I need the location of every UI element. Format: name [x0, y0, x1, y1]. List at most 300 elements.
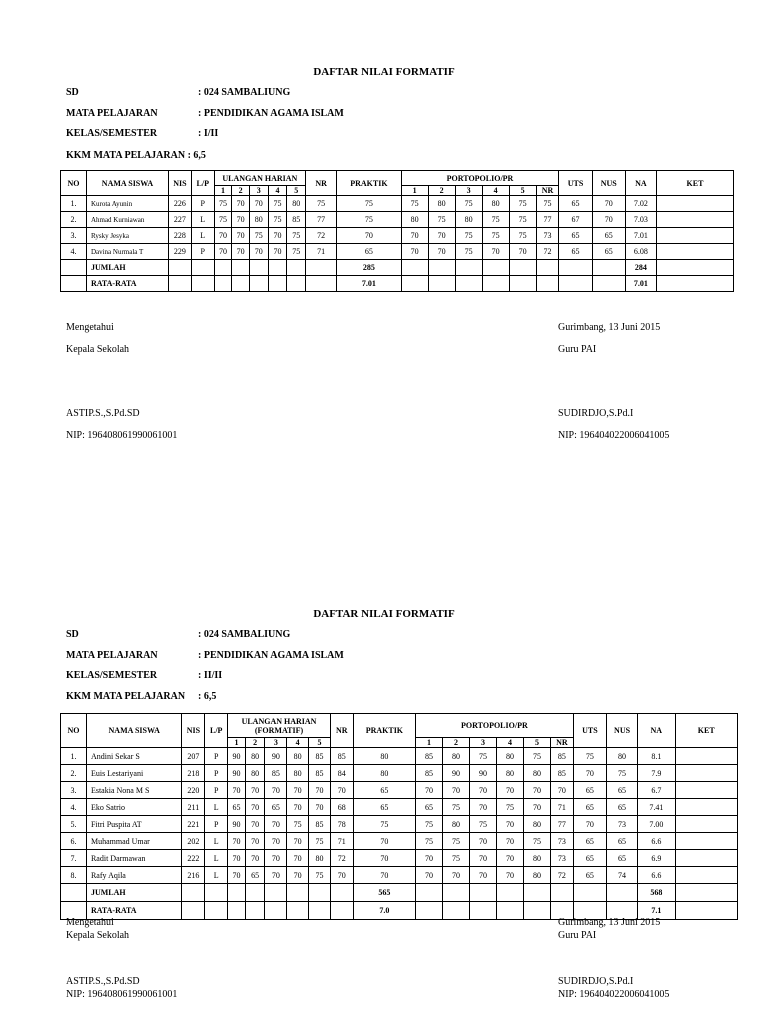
uh-score: 70	[228, 850, 246, 867]
col-nis: NIS	[182, 714, 205, 748]
porto-score: 75	[509, 212, 536, 228]
doc1-meta-class: KELAS/SEMESTER : I/II	[66, 128, 219, 139]
uh-score: 75	[287, 244, 306, 260]
ket-note	[675, 765, 738, 782]
student-nis: 218	[182, 765, 205, 782]
col-uh-2: 2	[232, 186, 250, 196]
doc1-sig-principal-name: ASTIP.S.,S.Pd.SD	[66, 408, 140, 419]
nr-score: 78	[330, 816, 353, 833]
uh-score: 85	[309, 748, 331, 765]
student-gender: P	[205, 816, 228, 833]
porto-nr-score: 71	[550, 799, 573, 816]
table-row	[61, 850, 738, 867]
uh-score: 70	[287, 782, 309, 799]
student-gender: P	[205, 765, 228, 782]
table-row	[61, 196, 734, 212]
doc2-meta-subject: MATA PELAJARAN : PENDIDIKAN AGAMA ISLAM	[66, 650, 344, 661]
porto-score: 70	[496, 816, 523, 833]
jumlah-label: JUMLAH	[86, 260, 168, 276]
table-row	[61, 816, 738, 833]
porto-score: 70	[469, 782, 496, 799]
col-porto-3: 3	[469, 738, 496, 748]
uh-score: 75	[309, 867, 331, 884]
na-score: 7.41	[638, 799, 675, 816]
uh-score: 70	[287, 799, 309, 816]
porto-score: 75	[509, 228, 536, 244]
porto-score: 70	[469, 867, 496, 884]
porto-nr-score: 70	[550, 782, 573, 799]
doc1-sig-teacher-nip: NIP: 196404022006041005	[558, 430, 670, 441]
uh-score: 70	[228, 833, 246, 850]
doc1-sig-acknowledged: Mengetahui	[66, 322, 114, 333]
jumlah-na: 284	[625, 260, 656, 276]
table-row	[61, 765, 738, 782]
nr-score: 70	[330, 867, 353, 884]
doc2-meta-kkm: KKM MATA PELAJARAN : 6,5	[66, 691, 217, 702]
uh-score: 70	[245, 850, 265, 867]
student-name: Andini Sekar S	[86, 748, 182, 765]
uh-score: 70	[268, 244, 287, 260]
doc1-sig-teacher-title: Guru PAI	[558, 344, 597, 355]
nus-score: 70	[592, 196, 625, 212]
uh-score: 75	[214, 212, 232, 228]
uh-score: 70	[245, 833, 265, 850]
doc2-sig-teacher-name: SUDIRDJO,S.Pd.I	[558, 976, 634, 987]
uh-score: 70	[228, 867, 246, 884]
nr-score: 70	[330, 782, 353, 799]
porto-score: 75	[455, 244, 482, 260]
uts-score: 65	[573, 850, 606, 867]
porto-score: 70	[523, 799, 550, 816]
uts-score: 65	[559, 244, 592, 260]
uh-score: 70	[232, 244, 250, 260]
porto-score: 70	[401, 228, 428, 244]
col-lp: L/P	[205, 714, 228, 748]
uh-score: 90	[228, 765, 246, 782]
col-uh-2: 2	[245, 738, 265, 748]
col-porto-nr: NR	[536, 186, 559, 196]
jumlah-row	[61, 884, 738, 902]
ket-note	[675, 833, 738, 850]
uh-score: 90	[228, 816, 246, 833]
table-row	[61, 748, 738, 765]
student-name: Rysky Jesyka	[86, 228, 168, 244]
porto-score: 70	[496, 782, 523, 799]
nus-score: 80	[606, 748, 637, 765]
porto-score: 70	[469, 799, 496, 816]
col-nus: NUS	[592, 171, 625, 196]
porto-score: 75	[443, 799, 470, 816]
uh-score: 85	[287, 212, 306, 228]
porto-score: 80	[523, 850, 550, 867]
doc1-title: DAFTAR NILAI FORMATIF	[313, 66, 455, 78]
praktik-score: 70	[337, 228, 401, 244]
porto-score: 75	[455, 196, 482, 212]
nus-score: 65	[606, 833, 637, 850]
col-uh: ULANGAN HARIAN (FORMATIF)	[228, 714, 331, 738]
col-porto: PORTOPOLIO/PR	[416, 714, 574, 738]
col-no: NO	[61, 714, 87, 748]
doc2-sig-principal-nip: NIP: 196408061990061001	[66, 989, 178, 1000]
uh-score: 70	[287, 833, 309, 850]
praktik-score: 75	[337, 196, 401, 212]
praktik-score: 65	[353, 799, 415, 816]
porto-score: 70	[482, 244, 509, 260]
nr-score: 85	[330, 748, 353, 765]
jumlah-na: 568	[638, 884, 675, 902]
student-nis: 202	[182, 833, 205, 850]
doc1-sig-place-date: Gurimbang, 13 Juni 2015	[558, 322, 661, 333]
uh-score: 80	[245, 748, 265, 765]
student-name: Ahmad Kurniawan	[86, 212, 168, 228]
praktik-score: 75	[353, 816, 415, 833]
porto-score: 70	[496, 850, 523, 867]
uh-score: 75	[309, 833, 331, 850]
student-nis: 221	[182, 816, 205, 833]
uh-score: 85	[309, 816, 331, 833]
praktik-score: 70	[353, 850, 415, 867]
col-porto-2: 2	[443, 738, 470, 748]
student-nis: 226	[168, 196, 191, 212]
row-no: 6.	[61, 833, 87, 850]
uh-score: 80	[287, 748, 309, 765]
porto-score: 70	[509, 244, 536, 260]
porto-score: 80	[523, 765, 550, 782]
uh-score: 80	[287, 196, 306, 212]
na-score: 7.9	[638, 765, 675, 782]
table-row	[61, 212, 734, 228]
row-no: 1.	[61, 196, 87, 212]
student-gender: L	[205, 867, 228, 884]
table-row	[61, 867, 738, 884]
uts-score: 65	[573, 833, 606, 850]
row-no: 2.	[61, 212, 87, 228]
porto-score: 80	[523, 816, 550, 833]
col-porto-2: 2	[428, 186, 455, 196]
porto-score: 75	[416, 833, 443, 850]
col-name: NAMA SISWA	[86, 171, 168, 196]
porto-score: 75	[443, 833, 470, 850]
student-name: Davina Nurmala T	[86, 244, 168, 260]
ket-note	[675, 782, 738, 799]
ket-note	[675, 748, 738, 765]
uh-score: 70	[265, 782, 287, 799]
uh-score: 75	[249, 228, 268, 244]
uh-score: 70	[287, 867, 309, 884]
uh-score: 65	[228, 799, 246, 816]
col-no: NO	[61, 171, 87, 196]
na-score: 7.01	[625, 228, 656, 244]
uh-score: 70	[214, 228, 232, 244]
nus-score: 73	[606, 816, 637, 833]
rata-na: 7.01	[625, 276, 656, 292]
doc2-meta-class: KELAS/SEMESTER : II/II	[66, 670, 223, 681]
uts-score: 65	[559, 228, 592, 244]
col-uh-3: 3	[249, 186, 268, 196]
praktik-score: 75	[337, 212, 401, 228]
table-row	[61, 782, 738, 799]
jumlah-label: JUMLAH	[86, 884, 182, 902]
col-porto-nr: NR	[550, 738, 573, 748]
ket-note	[675, 867, 738, 884]
uh-score: 70	[214, 244, 232, 260]
nr-score: 71	[306, 244, 337, 260]
nus-score: 65	[606, 799, 637, 816]
jumlah-row	[61, 260, 734, 276]
uh-score: 85	[309, 765, 331, 782]
porto-score: 75	[469, 816, 496, 833]
col-ket: KET	[675, 714, 738, 748]
porto-score: 80	[443, 748, 470, 765]
table-row	[61, 244, 734, 260]
uh-score: 70	[249, 196, 268, 212]
col-nis: NIS	[168, 171, 191, 196]
student-gender: L	[191, 228, 214, 244]
uh-score: 70	[265, 816, 287, 833]
ket-note	[656, 196, 733, 212]
uh-score: 70	[228, 782, 246, 799]
porto-nr-score: 75	[536, 196, 559, 212]
praktik-score: 80	[353, 748, 415, 765]
uh-score: 70	[249, 244, 268, 260]
uh-score: 75	[214, 196, 232, 212]
student-gender: P	[191, 196, 214, 212]
student-nis: 229	[168, 244, 191, 260]
row-no: 3.	[61, 782, 87, 799]
nus-score: 65	[592, 244, 625, 260]
praktik-score: 65	[337, 244, 401, 260]
student-gender: L	[205, 850, 228, 867]
porto-nr-score: 73	[550, 850, 573, 867]
table-row	[61, 799, 738, 816]
porto-nr-score: 85	[550, 748, 573, 765]
row-no: 4.	[61, 799, 87, 816]
doc1-meta-kkm: KKM MATA PELAJARAN : 6,5	[66, 150, 206, 161]
col-porto-1: 1	[401, 186, 428, 196]
col-na: NA	[638, 714, 675, 748]
uh-score: 75	[287, 816, 309, 833]
student-nis: 228	[168, 228, 191, 244]
nr-score: 84	[330, 765, 353, 782]
na-score: 6.08	[625, 244, 656, 260]
porto-score: 70	[416, 850, 443, 867]
col-ket: KET	[656, 171, 733, 196]
porto-score: 80	[428, 196, 455, 212]
porto-score: 75	[428, 212, 455, 228]
porto-score: 70	[416, 782, 443, 799]
doc2-grade-table	[60, 713, 738, 920]
porto-score: 75	[416, 816, 443, 833]
col-nus: NUS	[606, 714, 637, 748]
nus-score: 65	[606, 850, 637, 867]
na-score: 7.03	[625, 212, 656, 228]
porto-score: 75	[401, 196, 428, 212]
uts-score: 67	[559, 212, 592, 228]
porto-score: 80	[443, 816, 470, 833]
rata-na: 7.1	[638, 902, 675, 920]
doc1-sig-principal-title: Kepala Sekolah	[66, 344, 130, 355]
student-gender: P	[205, 782, 228, 799]
nr-score: 71	[330, 833, 353, 850]
uh-score: 80	[249, 212, 268, 228]
row-no: 5.	[61, 816, 87, 833]
rata-label: RATA-RATA	[86, 902, 182, 920]
student-name: Muhammad Umar	[86, 833, 182, 850]
uh-score: 90	[265, 748, 287, 765]
uh-score: 70	[245, 816, 265, 833]
porto-score: 80	[455, 212, 482, 228]
nus-score: 65	[592, 228, 625, 244]
porto-score: 70	[428, 228, 455, 244]
doc1-sig-principal-nip: NIP: 196408061990061001	[66, 430, 178, 441]
porto-score: 80	[496, 765, 523, 782]
porto-score: 70	[469, 850, 496, 867]
uts-score: 70	[573, 765, 606, 782]
praktik-score: 70	[353, 867, 415, 884]
col-porto-4: 4	[496, 738, 523, 748]
porto-score: 70	[496, 867, 523, 884]
uh-score: 75	[268, 196, 287, 212]
col-uh-4: 4	[268, 186, 287, 196]
table-row	[61, 833, 738, 850]
doc2-meta-sd: SD : 024 SAMBALIUNG	[66, 629, 291, 640]
na-score: 7.00	[638, 816, 675, 833]
nr-score: 68	[330, 799, 353, 816]
jumlah-praktik: 565	[353, 884, 415, 902]
na-score: 6.7	[638, 782, 675, 799]
rata-row	[61, 276, 734, 292]
student-gender: P	[191, 244, 214, 260]
student-name: Fitri Puspita AT	[86, 816, 182, 833]
uh-score: 70	[265, 850, 287, 867]
uh-score: 70	[287, 850, 309, 867]
row-no: 4.	[61, 244, 87, 260]
porto-score: 90	[469, 765, 496, 782]
porto-score: 65	[416, 799, 443, 816]
porto-score: 75	[469, 748, 496, 765]
col-porto-3: 3	[455, 186, 482, 196]
doc2-title: DAFTAR NILAI FORMATIF	[313, 608, 455, 620]
porto-score: 75	[443, 850, 470, 867]
student-name: Eko Satrio	[86, 799, 182, 816]
doc1-meta-sd: SD : 024 SAMBALIUNG	[66, 87, 291, 98]
praktik-score: 65	[353, 782, 415, 799]
nr-score: 77	[306, 212, 337, 228]
uh-score: 65	[245, 867, 265, 884]
na-score: 7.02	[625, 196, 656, 212]
doc1-sig-teacher-name: SUDIRDJO,S.Pd.I	[558, 408, 634, 419]
porto-score: 90	[443, 765, 470, 782]
porto-score: 80	[401, 212, 428, 228]
col-lp: L/P	[191, 171, 214, 196]
porto-score: 70	[523, 782, 550, 799]
col-uh-1: 1	[228, 738, 246, 748]
table-row	[61, 228, 734, 244]
row-no: 2.	[61, 765, 87, 782]
doc1-grade-table	[60, 170, 734, 292]
porto-score: 70	[416, 867, 443, 884]
nus-score: 74	[606, 867, 637, 884]
student-nis: 222	[182, 850, 205, 867]
uh-score: 70	[232, 228, 250, 244]
student-gender: L	[205, 833, 228, 850]
col-uh-1: 1	[214, 186, 232, 196]
uts-score: 65	[573, 867, 606, 884]
uh-score: 70	[232, 212, 250, 228]
col-nr: NR	[306, 171, 337, 196]
uts-score: 65	[573, 799, 606, 816]
doc1-meta-subject: MATA PELAJARAN : PENDIDIKAN AGAMA ISLAM	[66, 108, 344, 119]
uts-score: 70	[573, 816, 606, 833]
student-name: Radit Darmawan	[86, 850, 182, 867]
uh-score: 80	[287, 765, 309, 782]
porto-score: 80	[482, 196, 509, 212]
rata-praktik: 7.0	[353, 902, 415, 920]
student-name: Euis Lestariyani	[86, 765, 182, 782]
uh-score: 70	[268, 228, 287, 244]
doc2-sig-principal-title: Kepala Sekolah	[66, 930, 130, 941]
porto-score: 70	[496, 833, 523, 850]
col-porto-5: 5	[509, 186, 536, 196]
uh-score: 70	[265, 867, 287, 884]
student-gender: L	[205, 799, 228, 816]
uh-score: 70	[309, 799, 331, 816]
nus-score: 70	[592, 212, 625, 228]
uh-score: 75	[268, 212, 287, 228]
porto-score: 85	[416, 748, 443, 765]
porto-score: 75	[523, 748, 550, 765]
student-name: Estakia Nona M S	[86, 782, 182, 799]
praktik-score: 70	[353, 833, 415, 850]
porto-nr-score: 85	[550, 765, 573, 782]
ket-note	[656, 244, 733, 260]
porto-nr-score: 77	[536, 212, 559, 228]
col-uh: ULANGAN HARIAN	[214, 171, 305, 186]
ket-note	[675, 816, 738, 833]
student-nis: 207	[182, 748, 205, 765]
ket-note	[675, 799, 738, 816]
rata-praktik: 7.01	[337, 276, 401, 292]
doc2-sig-principal-name: ASTIP.S.,S.Pd.SD	[66, 976, 140, 987]
porto-nr-score: 72	[536, 244, 559, 260]
porto-score: 75	[482, 228, 509, 244]
porto-score: 75	[455, 228, 482, 244]
porto-nr-score: 73	[550, 833, 573, 850]
doc2-sig-place-date: Gurimbang, 13 Juni 2015	[558, 917, 661, 928]
ket-note	[675, 850, 738, 867]
student-nis: 220	[182, 782, 205, 799]
uts-score: 75	[573, 748, 606, 765]
student-nis: 216	[182, 867, 205, 884]
col-uts: UTS	[559, 171, 592, 196]
porto-score: 70	[401, 244, 428, 260]
uh-score: 65	[265, 799, 287, 816]
uts-score: 65	[573, 782, 606, 799]
praktik-score: 80	[353, 765, 415, 782]
student-gender: L	[191, 212, 214, 228]
doc2-sig-acknowledged: Mengetahui	[66, 917, 114, 928]
nr-score: 75	[306, 196, 337, 212]
col-uh-4: 4	[287, 738, 309, 748]
doc2-sig-teacher-nip: NIP: 196404022006041005	[558, 989, 670, 1000]
porto-nr-score: 77	[550, 816, 573, 833]
col-porto-5: 5	[523, 738, 550, 748]
uh-score: 80	[309, 850, 331, 867]
student-nis: 211	[182, 799, 205, 816]
student-name: Rafy Aqila	[86, 867, 182, 884]
col-uh-5: 5	[287, 186, 306, 196]
student-gender: P	[205, 748, 228, 765]
